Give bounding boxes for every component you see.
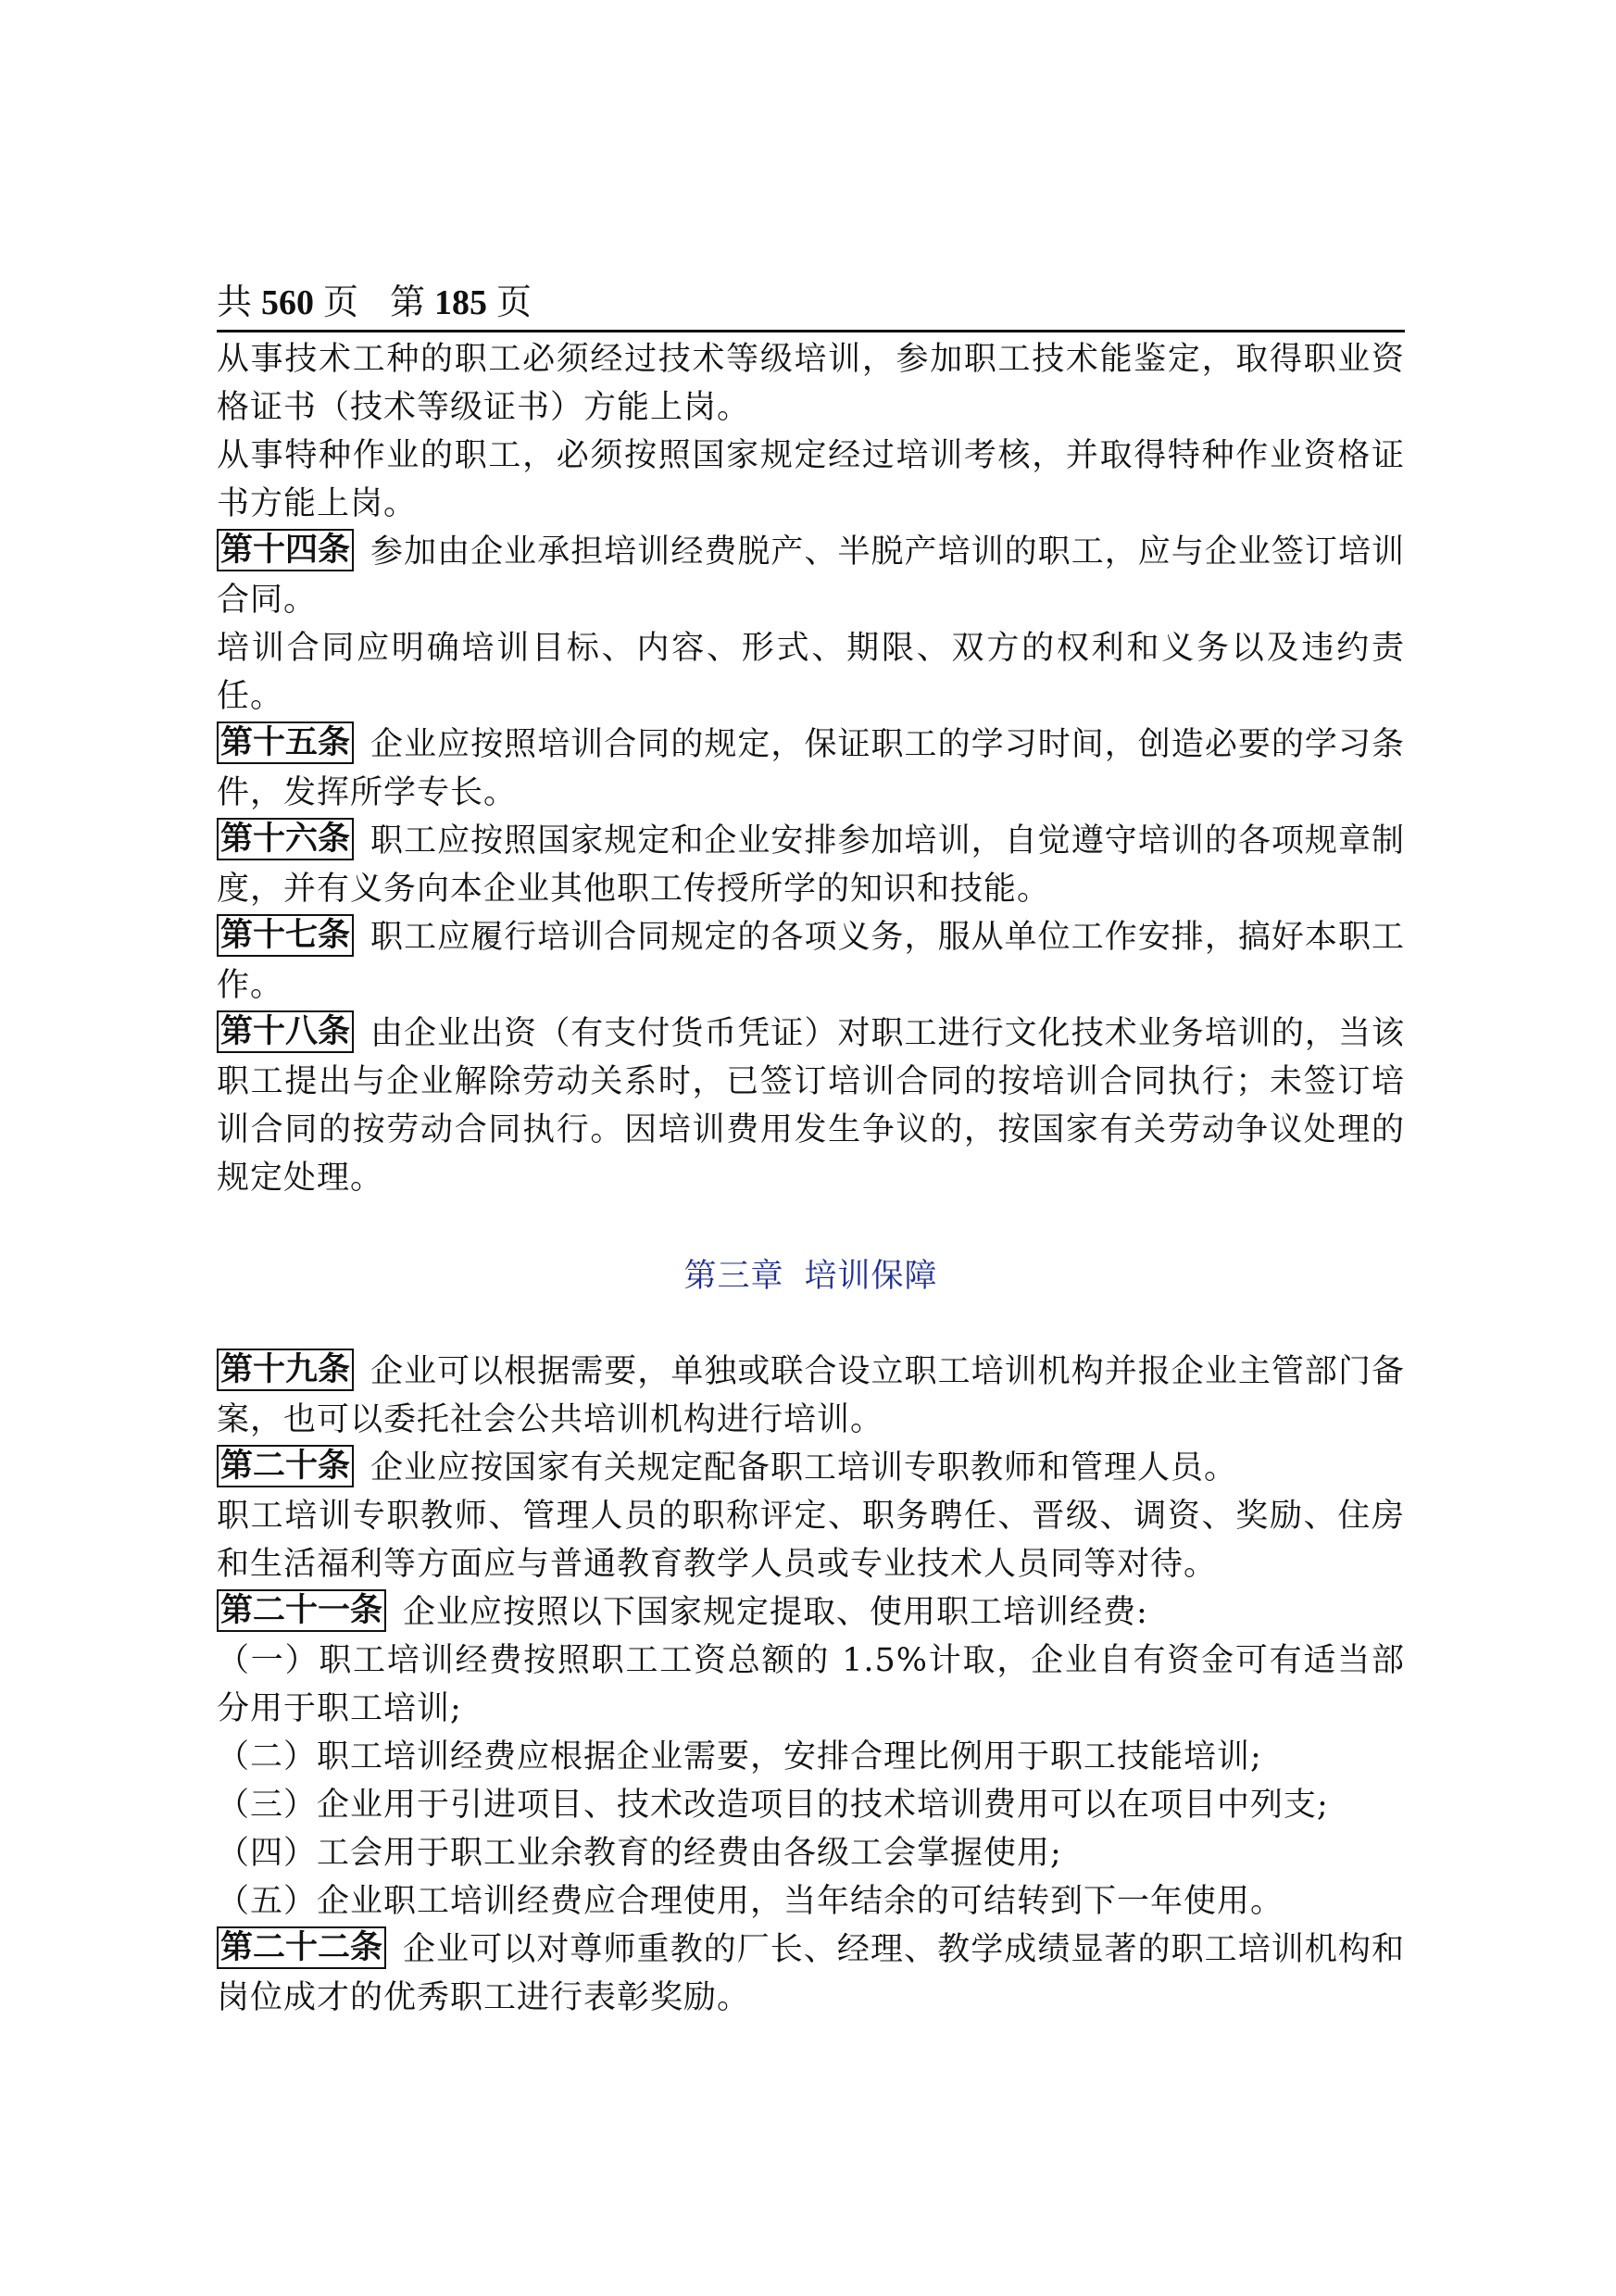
article-22-text: 企业可以对尊师重教的厂长、经理、教学成绩显著的职工培训机构和岗位成才的优秀职工进行表彰奖励。: [217, 1931, 1405, 2016]
article-14: [217, 528, 1405, 624]
article-20: [217, 1444, 1405, 1492]
chapter-number: 第三章: [683, 1258, 784, 1295]
article-20-text: 企业应按国家有关规定配备职工培训专职教师和管理人员。: [370, 1449, 1238, 1487]
article-19-text: 企业可以根据需要，单独或联合设立职工培训机构并报企业主管部门备案，也可以委托社会公共培训机构进行培训。: [217, 1353, 1405, 1438]
article-16-tag: 第十六条: [217, 818, 354, 860]
article-18-text: 由企业出资（有支付货币凭证）对职工进行文化技术业务培训的，当该职工提出与企业解除劳动关系时，已签订培训合同的按培训合同执行；未签订培训合同的按劳动合同执行。因培训费用发生争议的，按国家有关劳动争议处理的规定处理。: [217, 1015, 1405, 1197]
article-18-tag: 第十八条: [217, 1010, 354, 1053]
current-page-prefix: 第: [390, 283, 426, 322]
total-pages-number: 560: [261, 283, 315, 322]
article-22-tag: 第二十二条: [217, 1926, 386, 1969]
article-16: [217, 817, 1405, 913]
document-body: [217, 335, 1405, 2022]
article-14-followup: 培训合同应明确培训目标、内容、形式、期限、双方的权利和义务以及违约责任。: [217, 630, 1405, 715]
article-21-item-2: （二）职工培训经费应根据企业需要，安排合理比例用于职工技能培训;: [217, 1738, 1262, 1775]
article-21-tag: 第二十一条: [217, 1589, 386, 1632]
article-21: [217, 1588, 1405, 1637]
current-page-suffix: 页: [496, 283, 532, 322]
article-15: [217, 721, 1405, 817]
chapter-heading: [217, 1252, 1405, 1300]
article-17-text: 职工应履行培训合同规定的各项义务，服从单位工作安排，搞好本职工作。: [217, 919, 1405, 1004]
article-15-text: 企业应按照培训合同的规定，保证职工的学习时间，创造必要的学习条件，发挥所学专长。: [217, 726, 1405, 811]
article-17: [217, 913, 1405, 1010]
article-20-tag: 第二十条: [217, 1445, 354, 1487]
article-21-item-1: （一）职工培训经费按照职工工资总额的 1.5%计取，企业自有资金可有适当部分用于职工培训;: [217, 1642, 1405, 1727]
chapter-title: 培训保障: [804, 1258, 938, 1295]
article-14-text: 参加由企业承担培训经费脱产、半脱产培训的职工，应与企业签订培训合同。: [217, 533, 1405, 619]
article-20-followup: 职工培训专职教师、管理人员的职称评定、职务聘任、晋级、调资、奖励、住房和生活福利等方面应与普通教育教学人员或专业技术人员同等对待。: [217, 1498, 1405, 1583]
article-16-text: 职工应按照国家规定和企业安排参加培训，自觉遵守培训的各项规章制度，并有义务向本企业其他职工传授所学的知识和技能。: [217, 822, 1405, 908]
article-15-tag: 第十五条: [217, 721, 354, 764]
page-header: [217, 280, 1405, 332]
article-22: [217, 1926, 1405, 2022]
paragraph-special-operations: 从事特种作业的职工，必须按照国家规定经过培训考核，并取得特种作业资格证书方能上岗。: [217, 437, 1405, 522]
article-21-item-5: （五）企业职工培训经费应合理使用，当年结余的可结转到下一年使用。: [217, 1883, 1284, 1920]
total-pages-suffix: 页: [323, 283, 359, 322]
current-page-number: 185: [434, 283, 488, 322]
total-pages-prefix: 共: [217, 283, 253, 322]
paragraph-skilled-trades: 从事技术工种的职工必须经过技术等级培训，参加职工技术能鉴定，取得职业资格证书（技术等级证书）方能上岗。: [217, 341, 1405, 426]
article-18: [217, 1010, 1405, 1202]
article-14-tag: 第十四条: [217, 529, 354, 571]
article-19-tag: 第十九条: [217, 1349, 354, 1391]
article-19: [217, 1348, 1405, 1444]
article-21-item-4: （四）工会用于职工业余教育的经费由各级工会掌握使用;: [217, 1835, 1062, 1872]
article-21-text: 企业应按照以下国家规定提取、使用职工培训经费:: [403, 1594, 1148, 1631]
article-17-tag: 第十七条: [217, 914, 354, 957]
article-21-item-3: （三）企业用于引进项目、技术改造项目的技术培训费用可以在项目中列支;: [217, 1787, 1329, 1824]
